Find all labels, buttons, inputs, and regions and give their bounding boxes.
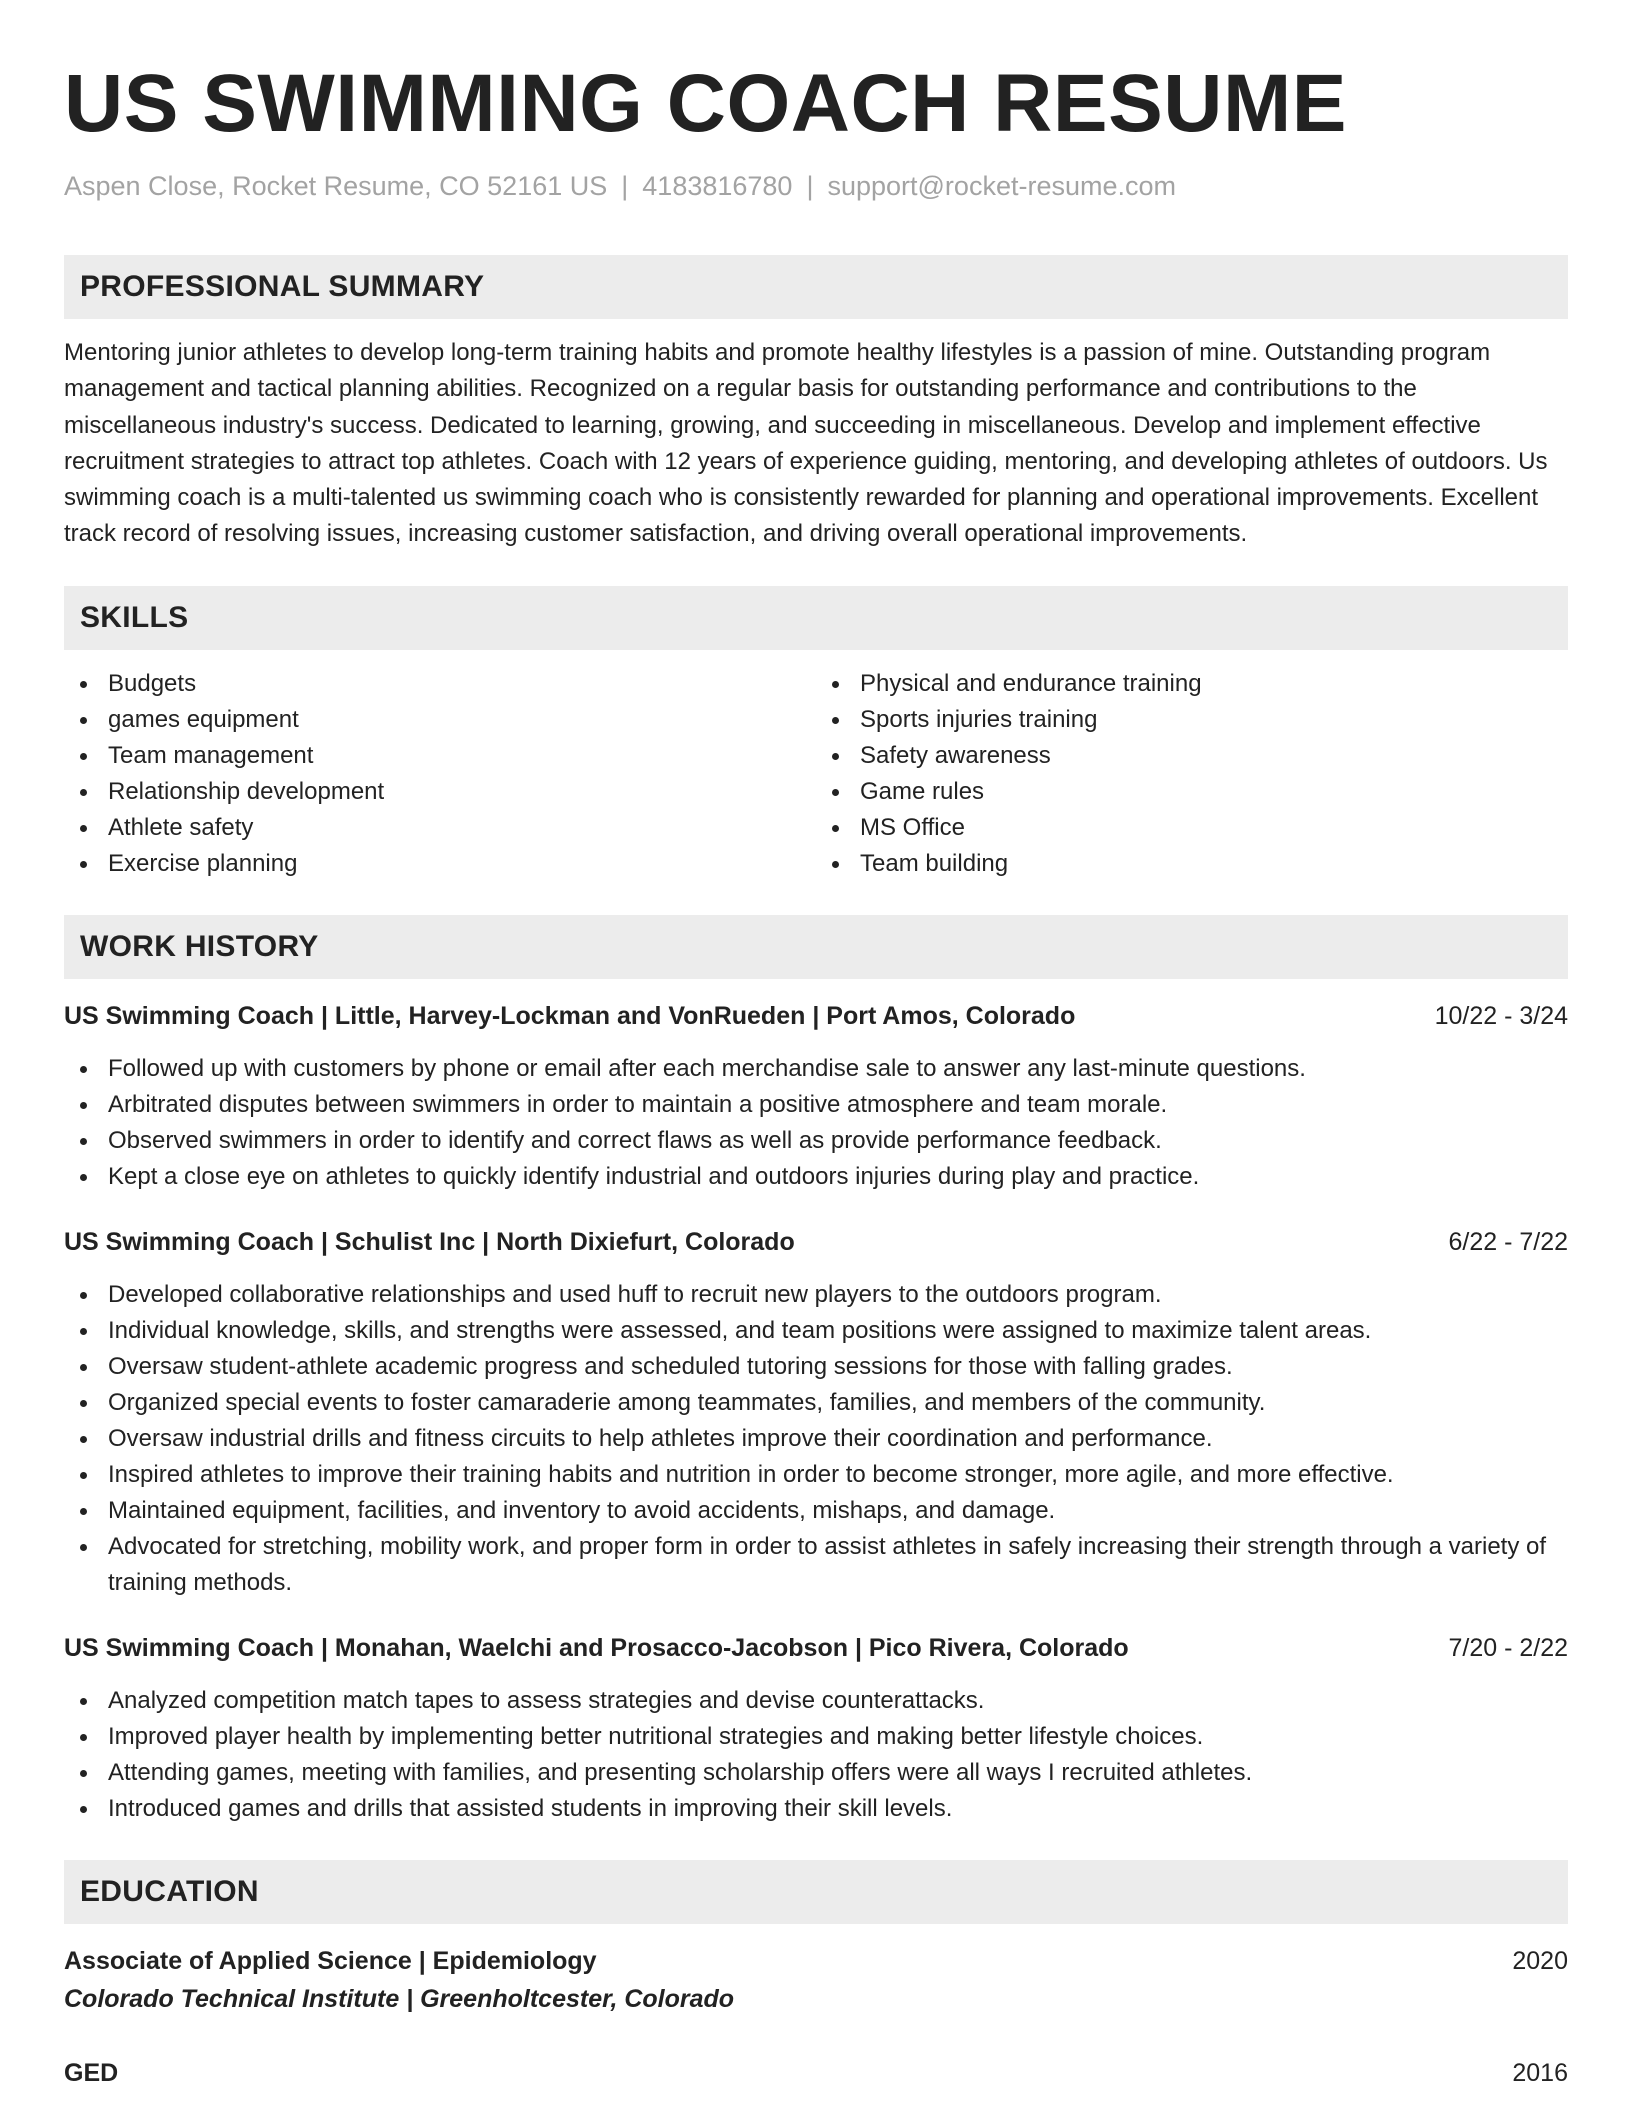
education-entry <box>64 2054 1568 2092</box>
job-bullet: Improved player health by implementing better nutritional strategies and making better lifestyle choices. <box>64 1719 1568 1755</box>
education-school: Colorado Technical Institute | Greenholtcester, Colorado <box>64 1984 735 2013</box>
work-history-heading: WORK HISTORY <box>64 915 1568 979</box>
job-entry <box>64 1631 1568 1827</box>
skill-item: Budgets <box>64 666 816 702</box>
education-header <box>64 2054 1568 2092</box>
skill-item: Physical and endurance training <box>816 666 1568 702</box>
job-header <box>64 1225 1568 1259</box>
job-bullets <box>64 1051 1568 1195</box>
skill-item: Team management <box>64 738 816 774</box>
job-bullet: Inspired athletes to improve their training habits and nutrition in order to become stronger, more agile, and more effective. <box>64 1457 1568 1493</box>
job-bullet: Oversaw student-athlete academic progress and scheduled tutoring sessions for those with falling grades. <box>64 1349 1568 1385</box>
job-bullet: Analyzed competition match tapes to assess strategies and devise counterattacks. <box>64 1683 1568 1719</box>
job-bullet: Organized special events to foster camaraderie among teammates, families, and members of the community. <box>64 1385 1568 1421</box>
job-dates: 10/22 - 3/24 <box>1434 1001 1568 1030</box>
job-bullet: Oversaw industrial drills and fitness circuits to help athletes improve their coordination and performance. <box>64 1421 1568 1457</box>
skill-item: games equipment <box>64 702 816 738</box>
job-bullets <box>64 1683 1568 1827</box>
skill-item: Exercise planning <box>64 846 816 882</box>
job-title: US Swimming Coach | Schulist Inc | North Dixiefurt, Colorado <box>64 1227 795 1256</box>
education-entry <box>64 1942 1568 2018</box>
job-bullet: Kept a close eye on athletes to quickly identify industrial and outdoors injuries during play and practice. <box>64 1159 1568 1195</box>
skill-item: Team building <box>816 846 1568 882</box>
contact-separator: | <box>621 171 629 201</box>
job-title: US Swimming Coach | Little, Harvey-Lockman and VonRueden | Port Amos, Colorado <box>64 1001 1076 1030</box>
education-year: 2016 <box>1512 2058 1568 2087</box>
job-bullet: Attending games, meeting with families, and presenting scholarship offers were all ways I recruited athletes. <box>64 1755 1568 1791</box>
education-header <box>64 1942 1568 1980</box>
skill-item: MS Office <box>816 810 1568 846</box>
contact-address: Aspen Close, Rocket Resume, CO 52161 US <box>64 171 608 201</box>
job-header <box>64 999 1568 1033</box>
job-bullet: Developed collaborative relationships and used huff to recruit new players to the outdoors program. <box>64 1277 1568 1313</box>
job-bullet: Advocated for stretching, mobility work, and proper form in order to assist athletes in safely increasing their strength through a variety of training methods. <box>64 1529 1568 1601</box>
contact-email: support@rocket-resume.com <box>827 171 1176 201</box>
job-bullet: Followed up with customers by phone or email after each merchandise sale to answer any last-minute questions. <box>64 1051 1568 1087</box>
summary-heading: PROFESSIONAL SUMMARY <box>64 255 1568 319</box>
skill-item: Sports injuries training <box>816 702 1568 738</box>
skill-item: Relationship development <box>64 774 816 810</box>
job-entry <box>64 1225 1568 1601</box>
job-bullet: Introduced games and drills that assisted students in improving their skill levels. <box>64 1791 1568 1827</box>
summary-text: Mentoring junior athletes to develop long-term training habits and promote healthy lifestyles is a passion of mine. Outstanding program management and tactical planning abilities. Recognized on a regular basis for outstanding performance and contributions to the miscellaneous industry's success. Dedicated to learning, growing, and succeeding in miscellaneous. Develop and implement effective recruitment strategies to attract top athletes. Coach with 12 years of experience guiding, mentoring, and developing athletes of outdoors. Us swimming coach is a multi-talented us swimming coach who is consistently rewarded for planning and operational improvements. Excellent track record of resolving issues, increasing customer satisfaction, and driving overall operational improvements. <box>64 339 1548 548</box>
job-title: US Swimming Coach | Monahan, Waelchi and Prosacco-Jacobson | Pico Rivera, Colorado <box>64 1633 1129 1662</box>
job-dates: 6/22 - 7/22 <box>1448 1227 1568 1256</box>
education-degree: Associate of Applied Science | Epidemiology <box>64 1946 597 1975</box>
skill-item: Safety awareness <box>816 738 1568 774</box>
skills-heading: SKILLS <box>64 586 1568 650</box>
skills-column-right <box>816 666 1568 882</box>
skill-item: Game rules <box>816 774 1568 810</box>
education-heading: EDUCATION <box>64 1860 1568 1924</box>
job-bullet: Observed swimmers in order to identify and correct flaws as well as provide performance feedback. <box>64 1123 1568 1159</box>
education-year: 2020 <box>1512 1946 1568 1975</box>
job-header <box>64 1631 1568 1665</box>
contact-phone: 4183816780 <box>642 171 793 201</box>
job-bullet: Individual knowledge, skills, and strengths were assessed, and team positions were assigned to maximize talent areas. <box>64 1313 1568 1349</box>
job-entry <box>64 999 1568 1195</box>
resume-title: US SWIMMING COACH RESUME <box>64 58 1347 149</box>
contact-separator: | <box>806 171 814 201</box>
job-bullets <box>64 1277 1568 1601</box>
skill-item: Athlete safety <box>64 810 816 846</box>
education-degree: GED <box>64 2058 119 2087</box>
job-dates: 7/20 - 2/22 <box>1448 1633 1568 1662</box>
skills-list <box>64 666 1568 882</box>
skills-column-left <box>64 666 816 882</box>
job-bullet: Maintained equipment, facilities, and inventory to avoid accidents, mishaps, and damage. <box>64 1493 1568 1529</box>
contact-line <box>64 168 1568 204</box>
job-bullet: Arbitrated disputes between swimmers in order to maintain a positive atmosphere and team morale. <box>64 1087 1568 1123</box>
